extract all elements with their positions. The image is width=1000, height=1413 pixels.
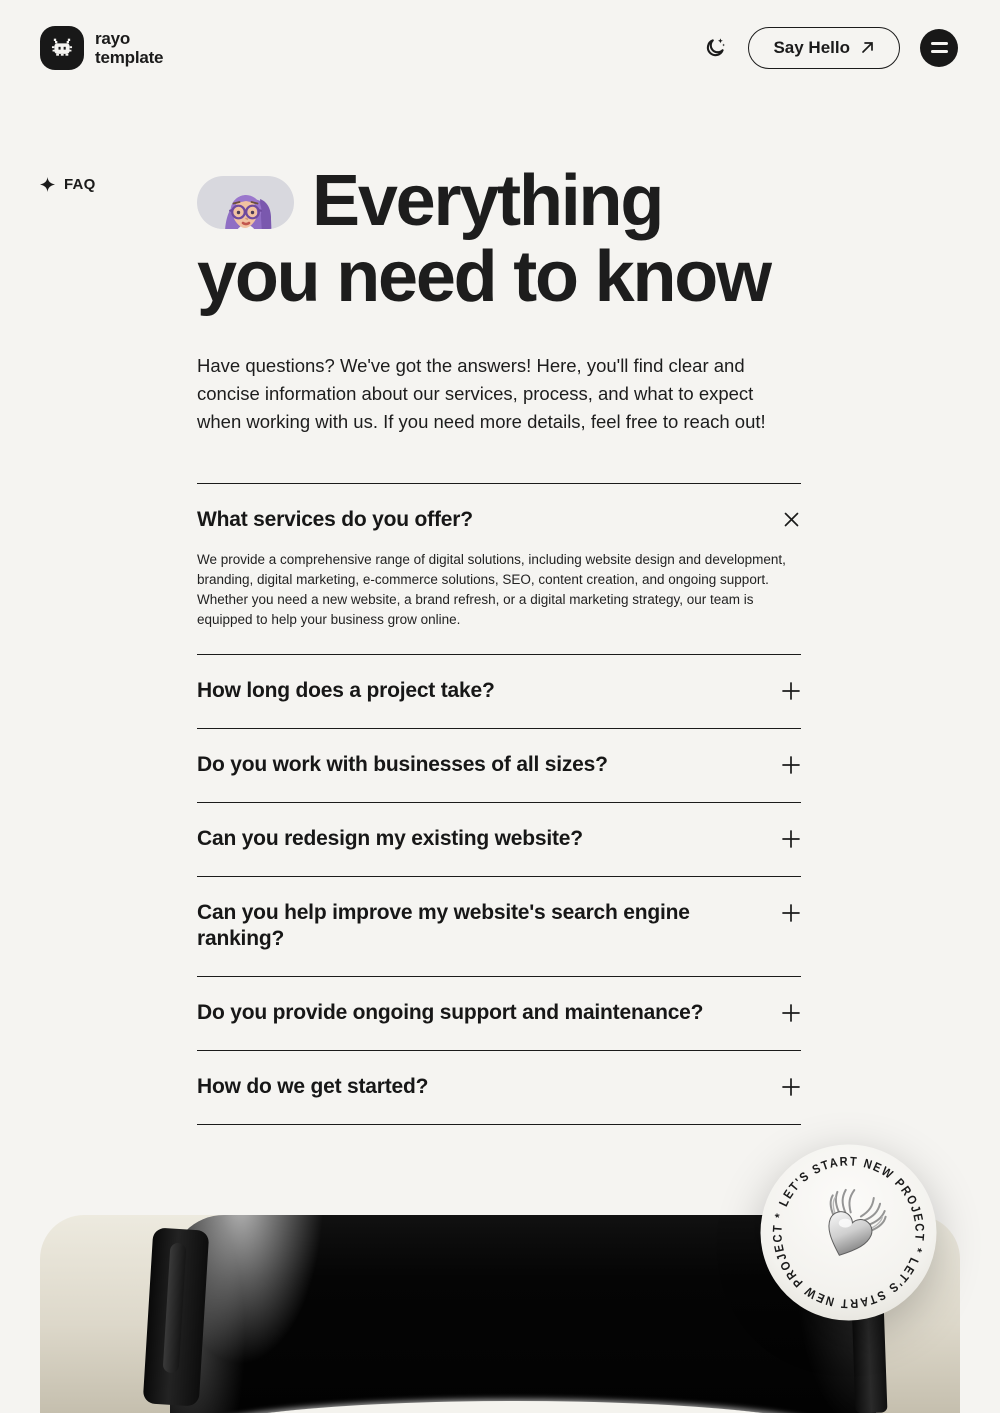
plus-icon[interactable] bbox=[781, 755, 801, 775]
faq-answer: We provide a comprehensive range of digital solutions, including website design and development, branding, digital marketing, e-commerce solutions, SEO, content creation, and ongoing support. Whether you need a new website, a brand refresh, or a digital marketing strategy, our team is equipped to help your business grow online. bbox=[197, 552, 786, 627]
site-header bbox=[0, 0, 1000, 95]
plus-icon[interactable] bbox=[781, 829, 801, 849]
faq-item-services[interactable] bbox=[197, 484, 801, 655]
page-title bbox=[197, 163, 801, 315]
intro-paragraph: Have questions? We've got the answers! Here, you'll find clear and concise information about our services, process, and what to expect when working with us. If you need more details, feel free to reach out! bbox=[197, 355, 766, 432]
plus-icon[interactable] bbox=[781, 1003, 801, 1023]
faq-accordion bbox=[197, 483, 801, 1125]
faq-item-support[interactable] bbox=[197, 977, 801, 1051]
moon-stars-icon[interactable] bbox=[702, 35, 728, 61]
plus-icon[interactable] bbox=[781, 903, 801, 923]
faq-tag-label: FAQ bbox=[64, 176, 96, 193]
hamburger-icon bbox=[931, 42, 948, 45]
header-actions bbox=[702, 27, 958, 69]
headset-strap-left bbox=[143, 1227, 210, 1406]
title-line-1: Everything bbox=[312, 161, 663, 241]
faq-question: What services do you offer? bbox=[197, 508, 473, 531]
menu-button[interactable] bbox=[920, 29, 958, 67]
arrow-up-right-icon bbox=[860, 40, 875, 55]
faq-item-duration[interactable] bbox=[197, 655, 801, 729]
faq-question: Can you help improve my website's search engine ranking? bbox=[197, 901, 690, 950]
purple-haired-woman-avatar bbox=[197, 176, 294, 229]
faq-content bbox=[197, 163, 801, 1125]
brand-logo-link[interactable] bbox=[40, 26, 163, 70]
faq-item-business-sizes[interactable] bbox=[197, 729, 801, 803]
plus-icon[interactable] bbox=[781, 681, 801, 701]
plus-icon[interactable] bbox=[781, 1077, 801, 1097]
faq-item-seo[interactable] bbox=[197, 877, 801, 977]
start-project-badge[interactable] bbox=[760, 1144, 937, 1321]
sparkle-star-icon bbox=[40, 177, 55, 192]
faq-question: How long does a project take? bbox=[197, 679, 495, 702]
faq-question: How do we get started? bbox=[197, 1075, 429, 1098]
faq-question: Do you provide ongoing support and maintenance? bbox=[197, 1001, 704, 1024]
pixel-cat-icon bbox=[40, 26, 84, 70]
say-hello-label: Say Hello bbox=[773, 37, 850, 57]
faq-item-redesign[interactable] bbox=[197, 803, 801, 877]
brand-name: rayo template bbox=[95, 28, 164, 67]
faq-question: Can you redesign my existing website? bbox=[197, 827, 583, 850]
badge-circular-text: LET'S START NEW PROJECT * LET'S START NEW PROJECT * bbox=[770, 1154, 927, 1311]
faq-question: Do you work with businesses of all sizes? bbox=[197, 753, 608, 776]
say-hello-button[interactable] bbox=[748, 27, 900, 69]
faq-section-tag bbox=[40, 176, 95, 193]
close-icon[interactable] bbox=[782, 510, 801, 529]
faq-item-get-started[interactable] bbox=[197, 1051, 801, 1125]
title-line-2: you need to know bbox=[197, 237, 770, 317]
